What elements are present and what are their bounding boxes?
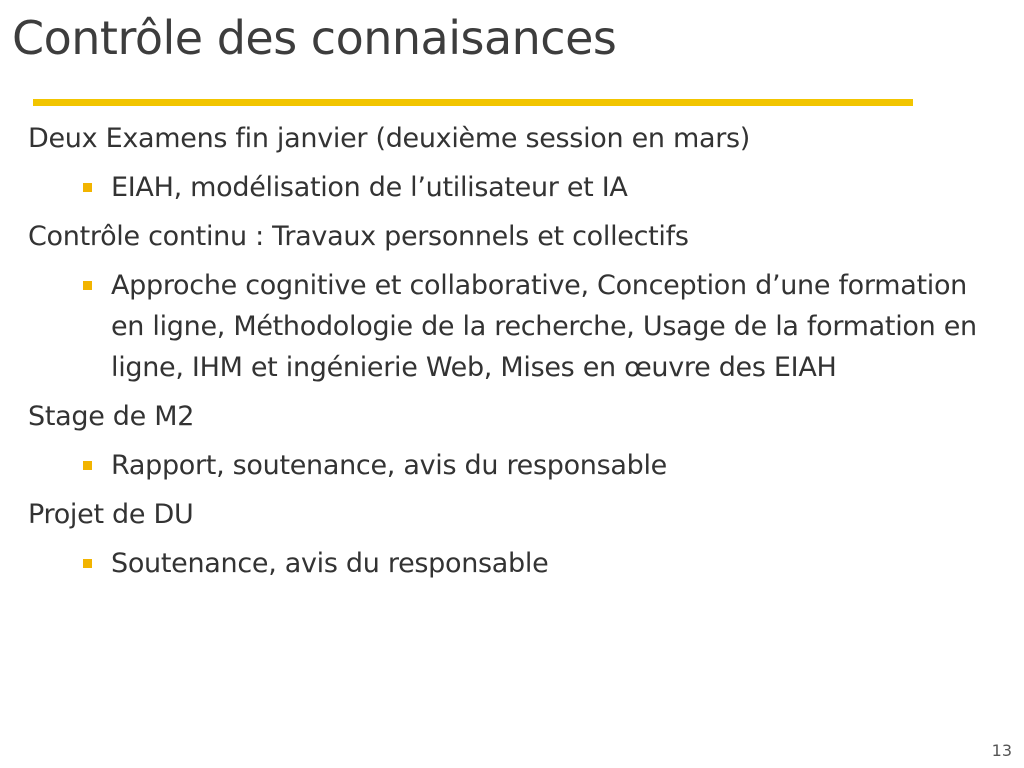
slide-body (28, 118, 998, 592)
slide-title: Contrôle des connaisances (12, 11, 617, 65)
sub-item-du-project (28, 543, 998, 584)
list-item-exams: Deux Examens fin janvier (deuxième session en mars) (28, 123, 751, 154)
sub-item-continuous-assessment (28, 265, 998, 388)
sub-item-internship (28, 445, 998, 486)
square-bullet-icon (83, 183, 92, 192)
square-bullet-icon (83, 461, 92, 470)
title-underline (33, 99, 913, 106)
sub-item-internship-text: Rapport, soutenance, avis du responsable (111, 450, 667, 481)
list-item-du-project: Projet de DU (28, 499, 194, 530)
sub-item-continuous-assessment-text: Approche cognitive et collaborative, Conception d’une formation en ligne, Méthodologie de la recherche, Usage de la formation en ligne, IHM et ingénierie Web, Mises en œuvre des EIAH (111, 270, 977, 383)
slide-number: 13 (991, 741, 1012, 760)
sub-item-du-project-text: Soutenance, avis du responsable (111, 548, 549, 579)
sub-item-exams-text: EIAH, modélisation de l’utilisateur et IA (111, 172, 628, 203)
list-item-internship: Stage de M2 (28, 401, 195, 432)
list-item-continuous-assessment: Contrôle continu : Travaux personnels et collectifs (28, 221, 689, 252)
square-bullet-icon (83, 559, 92, 568)
square-bullet-icon (83, 281, 92, 290)
sub-item-exams (28, 167, 998, 208)
